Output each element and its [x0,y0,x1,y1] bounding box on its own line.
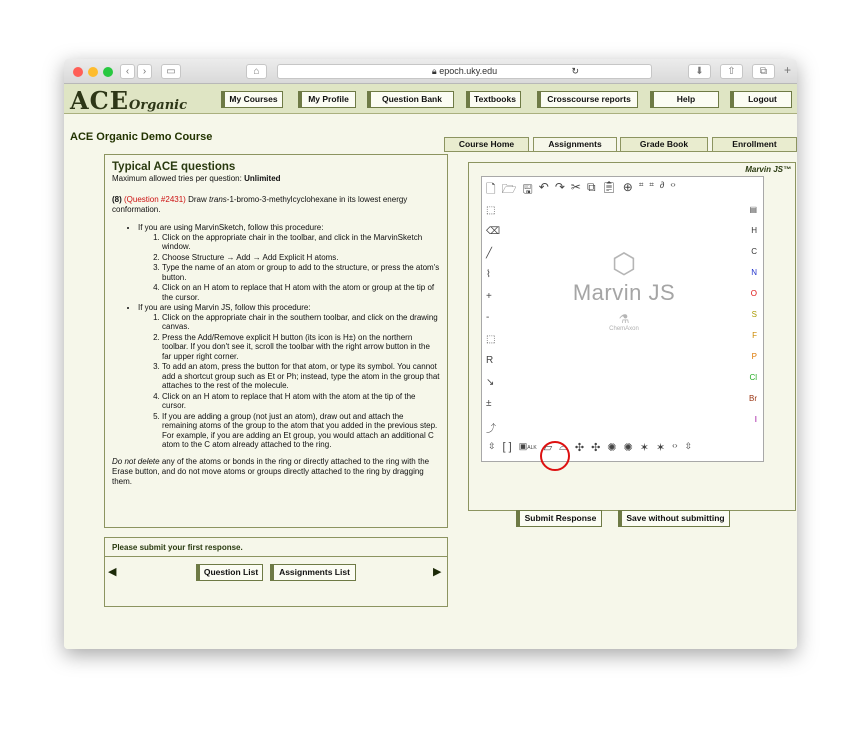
home-icon[interactable]: ⌂ [246,64,267,79]
template-icon[interactable]: ⬚ [486,334,496,345]
max-tries-label: Maximum allowed tries per question: [112,174,242,183]
reload-icon[interactable]: ↻ [571,66,579,76]
marvin-watermark: Marvin JS [572,280,676,305]
save-icon[interactable]: 🖫︎ [522,182,533,196]
bottom-toolbar [482,437,765,461]
sidebar-icon[interactable]: ▭ [161,64,181,79]
logo-organic: Organic [129,98,188,113]
nav-textbooks[interactable]: Textbooks [466,91,521,108]
instruction-step: 3. Type the name of an atom or group to add to the structure, or press the atom's button. [162,263,440,282]
open-icon[interactable]: 🗁︎ [501,182,517,196]
atom-o-button[interactable]: O [750,289,757,298]
atom-n-button[interactable]: N [751,268,757,277]
drawing-canvas[interactable] [554,247,694,332]
prompt-start: Draw [188,195,207,204]
scroll-templates-icon[interactable]: ‹› [672,441,678,450]
back-icon[interactable]: ‹ [120,64,135,79]
question-list-button[interactable]: Question List [196,564,263,581]
zoom-icon[interactable]: ⊕ [622,180,633,194]
instruction-title: If you are using MarvinSketch, follow this procedure: [138,223,324,232]
view-3d-icon[interactable]: ∂ [659,180,665,190]
atom-c-button[interactable]: C [751,247,757,256]
template-5-icon[interactable]: ✶ [639,442,649,454]
share-icon[interactable]: ⇧ [720,64,743,79]
question-heading: Typical ACE questions [112,161,236,173]
ace-organic-logo[interactable] [70,86,187,115]
instruction-step: 1. Click on the appropriate chair in the toolbar, and click in the MarvinSketch window. [162,233,440,252]
address-bar[interactable] [277,64,652,79]
instruction-step: 1. Click on the appropriate chair in the southern toolbar, and click on the drawing canvas. [162,313,440,332]
template-6-icon[interactable]: ✶ [655,442,666,454]
previous-arrow-icon[interactable]: ◀ [108,566,117,578]
template-4-icon[interactable]: ✺ [623,442,633,454]
do-not-delete-note [112,457,440,487]
chemaxon-watermark: ChemAxon [609,326,639,332]
boat-icon[interactable]: ⌓ [559,441,568,453]
alkyl-group-icon[interactable]: ▣ALK [518,441,537,451]
instruction-step: 2. Choose Structure → Add → Add Explicit H atoms. [162,253,440,263]
zoom-window-button[interactable] [103,67,113,77]
instruction-step: 2. Press the Add/Remove explicit H button (its icon is H±) on the northern toolbar. If you don't see it, scroll the toolbar with the right arrow button in the far upper right corner. [162,333,440,362]
increase-charge-icon[interactable]: + [486,291,492,302]
top-toolbar [482,177,765,199]
instruction-title: If you are using Marvin JS, follow this procedure: [138,303,311,312]
redo-icon[interactable]: ↷ [554,180,565,194]
scroll-toolbar-arrows-icon[interactable]: ‹› [670,180,676,189]
save-without-submitting-button[interactable]: Save without submitting [618,510,730,527]
course-title: ACE Organic Demo Course [70,131,213,143]
forward-icon[interactable]: › [137,64,152,79]
decrease-charge-icon[interactable]: - [486,312,490,323]
instruction-list [138,223,440,450]
chair-highlight-circle [540,441,570,471]
alkyl-label: ALK [527,445,537,451]
scroll-up-down-icon[interactable]: ⇳ [488,441,496,451]
submission-message: Please submit your first response. [105,538,447,557]
chain-icon[interactable]: ⌇ [486,269,491,280]
minimize-window-button[interactable] [88,67,98,77]
left-toolbar [482,199,504,439]
note-italic: Do not delete [112,456,160,466]
atom-s-button[interactable]: S [751,310,757,319]
nav-my-profile[interactable]: My Profile [298,91,356,108]
url-text: epoch.uky.edu [439,66,498,76]
downloads-icon[interactable]: ⬇ [688,64,711,79]
next-arrow-icon[interactable]: ▶ [433,566,442,578]
chair-icon[interactable]: ⏥ [543,442,553,454]
question-panel [104,154,448,528]
marvin-logo-icon: ⬡ [611,248,637,279]
undo-icon[interactable]: ↶ [538,180,549,194]
atom-i-button[interactable]: I [754,415,757,424]
prompt-end: -1-bromo-3-methylcyclohexane in its lowest energy conformation. [112,195,408,214]
question-prompt [112,195,440,215]
prompt-italic: trans [208,195,227,204]
submission-panel [104,537,448,607]
tab-assignments[interactable]: Assignments [533,137,617,152]
cut-icon[interactable]: ✂ [570,180,581,194]
instruction-step: 4. Click on an H atom to replace that H atom with the atom or group at the tip of the cursor. [162,283,440,302]
instruction-step: 5. If you are adding a group (not just an atom), draw out and attach the remaining atoms of the group to the atom that you added in the previous step. For example, if you are adding an Et group, you would attach an additional C atom to the C atom already attached to the ring. [162,412,440,450]
bracket-icon[interactable]: [ ] [502,441,512,453]
chemaxon-flask-icon: ⚗ [618,312,630,326]
clean-2d-icon[interactable]: ⌗ [638,180,644,189]
atom-f-button[interactable]: F [752,331,757,340]
browser-window [64,59,797,649]
nav-help[interactable]: Help [650,91,719,108]
atom-toolbar [741,199,763,439]
close-window-button[interactable] [73,67,83,77]
tab-course-home[interactable]: Course Home [444,137,529,152]
nav-question-bank[interactable]: Question Bank [367,91,454,108]
template-2-icon[interactable]: ✣ [591,442,601,454]
instruction-item [138,303,440,450]
max-tries-value: Unlimited [244,174,281,183]
atom-br-button[interactable]: Br [749,394,757,403]
select-icon[interactable]: ⬚ [486,205,496,216]
plus-icon[interactable]: ± [486,398,492,409]
paste-icon[interactable]: 📋︎ [601,180,617,194]
max-tries [112,174,440,184]
rotate-icon[interactable]: ⤴ [486,424,496,435]
reaction-arrow-icon[interactable]: ↘ [486,377,495,388]
tabs-icon[interactable]: ⧉ [752,64,775,79]
nav-crosscourse-reports[interactable]: Crosscourse reports [537,91,638,108]
periodic-table-icon[interactable]: ▤ [749,205,757,214]
tab-enrollment[interactable]: Enrollment [712,137,797,152]
question-id-link[interactable]: (Question #2431) [124,195,186,204]
instruction-steps [162,233,440,303]
new-document-icon[interactable]: 🗋︎ [486,182,496,196]
logo-ace: ACE [70,86,130,115]
submit-response-button[interactable]: Submit Response [516,510,602,527]
instruction-step: 3. To add an atom, press the button for that atom, or type its symbol. You cannot add a shortcut group such as Et or Ph; instead, type the atom in the group that attaches to the rest of the molecule. [162,362,440,391]
new-tab-icon[interactable]: + [783,63,791,77]
nav-logout[interactable]: Logout [730,91,792,108]
atom-p-button[interactable]: P [751,352,757,361]
bond-icon[interactable]: ╱ [486,248,493,259]
rgroup-icon[interactable]: R [486,355,494,366]
marvin-panel [468,162,796,511]
instruction-steps [162,313,440,450]
instruction-item [138,223,440,302]
instruction-step: 4. Click on an H atom to replace that H atom with the atom at the tip of the cursor. [162,392,440,411]
tab-grade-book[interactable]: Grade Book [620,137,708,152]
assignments-list-button[interactable]: Assignments List [270,564,356,581]
page-content [64,84,797,649]
clean-3d-icon[interactable]: ⌗ [649,180,654,189]
question-number: (8) [112,195,122,204]
lock-icon: 🔒︎ [431,66,440,76]
site-header [64,84,797,114]
erase-icon[interactable]: ⌫ [486,226,501,237]
note-rest: any of the atoms or bonds in the ring or directly attached to the ring with the Erase button, and do not move atoms or groups directly attached to the ring by dragging them. [112,456,430,486]
scroll-up-down-right-icon[interactable]: ⇳ [684,441,693,451]
copy-icon[interactable]: ⧉ [586,180,596,194]
nav-my-courses[interactable]: My Courses [221,91,283,108]
cyclohexane-icon[interactable]: ✣ [574,442,585,454]
marvin-editor[interactable] [481,176,764,462]
atom-cl-button[interactable]: Cl [749,373,757,382]
template-3-icon[interactable]: ✺ [607,442,617,454]
marvin-title: Marvin JS™ [745,165,791,174]
atom-h-button[interactable]: H [751,226,757,235]
browser-titlebar [64,59,797,84]
